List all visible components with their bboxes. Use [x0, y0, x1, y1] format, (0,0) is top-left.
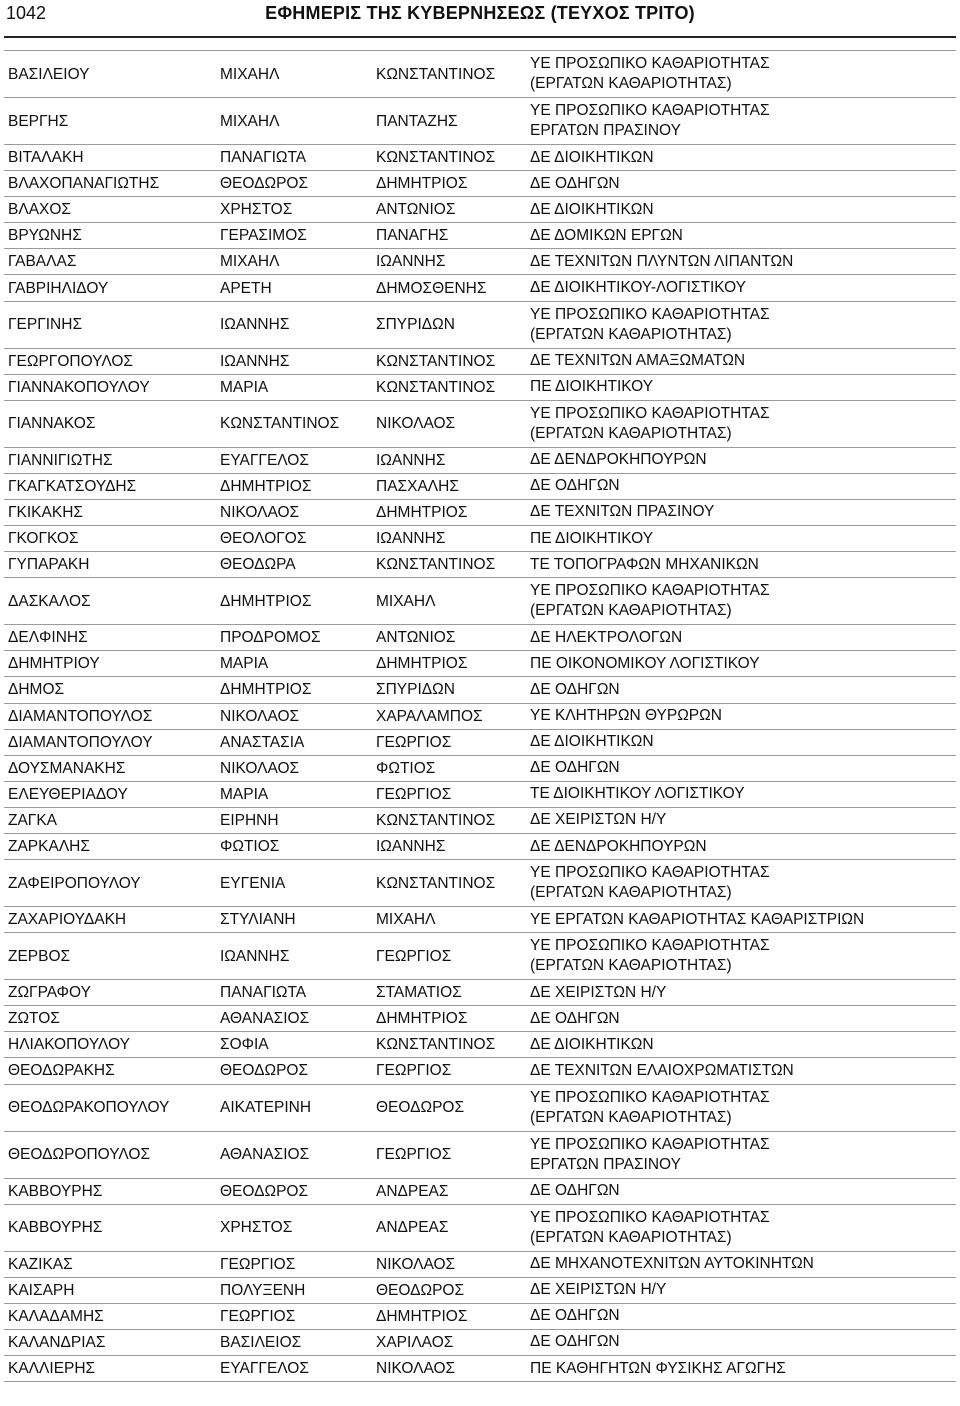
table-row [4, 677, 956, 703]
personnel-table [4, 50, 956, 1382]
father-name-cell: ΓΕΩΡΓΙΟΣ [372, 781, 526, 807]
father-name-cell: ΓΕΩΡΓΙΟΣ [372, 933, 526, 980]
surname-cell: ΓΙΑΝΝΑΚΟΠΟΥΛΟΥ [4, 374, 216, 400]
table-row [4, 223, 956, 249]
first-name-cell: ΠΡΟΔΡΟΜΟΣ [216, 625, 372, 651]
table-row [4, 1131, 956, 1178]
surname-cell: ΖΑΧΑΡΙΟΥΔΑΚΗ [4, 907, 216, 933]
page-number: 1042 [6, 3, 47, 23]
specialty-cell: ΔΕ ΔΕΝΔΡΟΚΗΠΟΥΡΩΝ [526, 833, 956, 859]
table-row [4, 197, 956, 223]
first-name-cell: ΑΘΑΝΑΣΙΟΣ [216, 1131, 372, 1178]
father-name-cell: ΔΗΜΗΤΡΙΟΣ [372, 1006, 526, 1032]
header-rule [4, 36, 956, 38]
surname-cell: ΚΑΒΒΟΥΡΗΣ [4, 1204, 216, 1251]
specialty-cell: ΠΕ ΚΑΘΗΓΗΤΩΝ ΦΥΣΙΚΗΣ ΑΓΩΓΗΣ [526, 1356, 956, 1382]
specialty-cell: ΔΕ ΔΕΝΔΡΟΚΗΠΟΥΡΩΝ [526, 447, 956, 473]
first-name-cell: ΔΗΜΗΤΡΙΟΣ [216, 578, 372, 625]
surname-cell: ΘΕΟΔΩΡΑΚΟΠΟΥΛΟΥ [4, 1084, 216, 1131]
first-name-cell: ΘΕΟΔΩΡΟΣ [216, 1178, 372, 1204]
surname-cell: ΓΥΠΑΡΑΚΗ [4, 552, 216, 578]
father-name-cell: ΑΝΔΡΕΑΣ [372, 1204, 526, 1251]
surname-cell: ΔΟΥΣΜΑΝΑΚΗΣ [4, 755, 216, 781]
specialty-cell: ΥΕ ΠΡΟΣΩΠΙΚΟ ΚΑΘΑΡΙΟΤΗΤΑΣ (ΕΡΓΑΤΩΝ ΚΑΘΑΡΙΟΤΗΤΑΣ) [526, 860, 956, 907]
first-name-cell: ΕΥΑΓΓΕΛΟΣ [216, 447, 372, 473]
table-row [4, 1356, 956, 1382]
table-row [4, 860, 956, 907]
specialty-cell: ΔΕ ΟΔΗΓΩΝ [526, 1303, 956, 1329]
surname-cell: ΗΛΙΑΚΟΠΟΥΛΟΥ [4, 1032, 216, 1058]
father-name-cell: ΝΙΚΟΛΑΟΣ [372, 400, 526, 447]
father-name-cell: ΑΝΤΩΝΙΟΣ [372, 197, 526, 223]
table-row [4, 1303, 956, 1329]
father-name-cell: ΘΕΟΔΩΡΟΣ [372, 1084, 526, 1131]
father-name-cell: ΚΩΝΣΤΑΝΤΙΝΟΣ [372, 374, 526, 400]
specialty-cell: ΥΕ ΠΡΟΣΩΠΙΚΟ ΚΑΘΑΡΙΟΤΗΤΑΣ (ΕΡΓΑΤΩΝ ΚΑΘΑΡΙΟΤΗΤΑΣ) [526, 1084, 956, 1131]
father-name-cell: ΜΙΧΑΗΛ [372, 578, 526, 625]
father-name-cell: ΣΤΑΜΑΤΙΟΣ [372, 980, 526, 1006]
first-name-cell: ΠΟΛΥΞΕΝΗ [216, 1277, 372, 1303]
specialty-cell: ΥΕ ΠΡΟΣΩΠΙΚΟ ΚΑΘΑΡΙΟΤΗΤΑΣ (ΕΡΓΑΤΩΝ ΚΑΘΑΡΙΟΤΗΤΑΣ) [526, 51, 956, 98]
first-name-cell: ΙΩΑΝΝΗΣ [216, 348, 372, 374]
surname-cell: ΓΕΩΡΓΟΠΟΥΛΟΣ [4, 348, 216, 374]
specialty-cell: ΠΕ ΔΙΟΙΚΗΤΙΚΟΥ [526, 374, 956, 400]
specialty-cell: ΥΕ ΠΡΟΣΩΠΙΚΟ ΚΑΘΑΡΙΟΤΗΤΑΣ ΕΡΓΑΤΩΝ ΠΡΑΣΙΝΟΥ [526, 1131, 956, 1178]
table-row [4, 171, 956, 197]
table-row [4, 374, 956, 400]
surname-cell: ΔΗΜΗΤΡΙΟΥ [4, 651, 216, 677]
journal-title: ΕΦΗΜΕΡΙΣ ΤΗΣ ΚΥΒΕΡΝΗΣΕΩΣ (ΤΕΥΧΟΣ ΤΡΙΤΟ) [265, 3, 695, 23]
surname-cell: ΖΑΡΚΑΛΗΣ [4, 833, 216, 859]
surname-cell: ΓΙΑΝΝΙΓΙΩΤΗΣ [4, 447, 216, 473]
specialty-cell: ΔΕ ΟΔΗΓΩΝ [526, 1329, 956, 1355]
surname-cell: ΔΙΑΜΑΝΤΟΠΟΥΛΟΣ [4, 703, 216, 729]
father-name-cell: ΔΗΜΗΤΡΙΟΣ [372, 1303, 526, 1329]
table-row [4, 145, 956, 171]
table-row [4, 1006, 956, 1032]
table-row [4, 301, 956, 348]
specialty-cell: ΥΕ ΠΡΟΣΩΠΙΚΟ ΚΑΘΑΡΙΟΤΗΤΑΣ (ΕΡΓΑΤΩΝ ΚΑΘΑΡΙΟΤΗΤΑΣ) [526, 933, 956, 980]
first-name-cell: ΑΘΑΝΑΣΙΟΣ [216, 1006, 372, 1032]
father-name-cell: ΧΑΡΙΛΑΟΣ [372, 1329, 526, 1355]
father-name-cell: ΝΙΚΟΛΑΟΣ [372, 1356, 526, 1382]
specialty-cell: ΔΕ ΟΔΗΓΩΝ [526, 1178, 956, 1204]
specialty-cell: ΔΕ ΗΛΕΚΤΡΟΛΟΓΩΝ [526, 625, 956, 651]
father-name-cell: ΔΗΜΗΤΡΙΟΣ [372, 499, 526, 525]
first-name-cell: ΦΩΤΙΟΣ [216, 833, 372, 859]
table-row [4, 51, 956, 98]
surname-cell: ΓΚΙΚΑΚΗΣ [4, 499, 216, 525]
specialty-cell: ΔΕ ΔΙΟΙΚΗΤΙΚΩΝ [526, 1032, 956, 1058]
specialty-cell: ΠΕ ΟΙΚΟΝΟΜΙΚΟΥ ΛΟΓΙΣΤΙΚΟΥ [526, 651, 956, 677]
father-name-cell: ΠΑΝΑΓΗΣ [372, 223, 526, 249]
specialty-cell: ΥΕ ΠΡΟΣΩΠΙΚΟ ΚΑΘΑΡΙΟΤΗΤΑΣ (ΕΡΓΑΤΩΝ ΚΑΘΑΡΙΟΤΗΤΑΣ) [526, 301, 956, 348]
father-name-cell: ΓΕΩΡΓΙΟΣ [372, 729, 526, 755]
surname-cell: ΖΩΓΡΑΦΟΥ [4, 980, 216, 1006]
first-name-cell: ΙΩΑΝΝΗΣ [216, 933, 372, 980]
father-name-cell: ΚΩΝΣΤΑΝΤΙΝΟΣ [372, 807, 526, 833]
father-name-cell: ΧΑΡΑΛΑΜΠΟΣ [372, 703, 526, 729]
specialty-cell: ΔΕ ΤΕΧΝΙΤΩΝ ΠΡΑΣΙΝΟΥ [526, 499, 956, 525]
surname-cell: ΒΑΣΙΛΕΙΟΥ [4, 51, 216, 98]
father-name-cell: ΜΙΧΑΗΛ [372, 907, 526, 933]
first-name-cell: ΝΙΚΟΛΑΟΣ [216, 703, 372, 729]
father-name-cell: ΚΩΝΣΤΑΝΤΙΝΟΣ [372, 51, 526, 98]
table-row [4, 833, 956, 859]
father-name-cell: ΠΑΣΧΑΛΗΣ [372, 473, 526, 499]
father-name-cell: ΚΩΝΣΤΑΝΤΙΝΟΣ [372, 1032, 526, 1058]
table-row [4, 980, 956, 1006]
table-row [4, 400, 956, 447]
surname-cell: ΖΩΤΟΣ [4, 1006, 216, 1032]
first-name-cell: ΚΩΝΣΤΑΝΤΙΝΟΣ [216, 400, 372, 447]
first-name-cell: ΜΑΡΙΑ [216, 781, 372, 807]
specialty-cell: ΥΕ ΚΛΗΤΗΡΩΝ ΘΥΡΩΡΩΝ [526, 703, 956, 729]
father-name-cell: ΑΝΔΡΕΑΣ [372, 1178, 526, 1204]
specialty-cell: ΤΕ ΔΙΟΙΚΗΤΙΚΟΥ ΛΟΓΙΣΤΙΚΟΥ [526, 781, 956, 807]
table-row [4, 651, 956, 677]
first-name-cell: ΠΑΝΑΓΙΩΤΑ [216, 145, 372, 171]
specialty-cell: ΔΕ ΔΙΟΙΚΗΤΙΚΩΝ [526, 197, 956, 223]
surname-cell: ΔΕΛΦΙΝΗΣ [4, 625, 216, 651]
surname-cell: ΚΑΛΑΝΔΡΙΑΣ [4, 1329, 216, 1355]
first-name-cell: ΑΡΕΤΗ [216, 275, 372, 301]
table-row [4, 729, 956, 755]
surname-cell: ΚΑΒΒΟΥΡΗΣ [4, 1178, 216, 1204]
first-name-cell: ΘΕΟΔΩΡΟΣ [216, 1058, 372, 1084]
table-row [4, 499, 956, 525]
first-name-cell: ΠΑΝΑΓΙΩΤΑ [216, 980, 372, 1006]
surname-cell: ΔΙΑΜΑΝΤΟΠΟΥΛΟΥ [4, 729, 216, 755]
surname-cell: ΘΕΟΔΩΡΟΠΟΥΛΟΣ [4, 1131, 216, 1178]
specialty-cell: ΔΕ ΟΔΗΓΩΝ [526, 755, 956, 781]
first-name-cell: ΙΩΑΝΝΗΣ [216, 301, 372, 348]
specialty-cell: ΥΕ ΠΡΟΣΩΠΙΚΟ ΚΑΘΑΡΙΟΤΗΤΑΣ ΕΡΓΑΤΩΝ ΠΡΑΣΙΝΟΥ [526, 98, 956, 145]
surname-cell: ΓΚΟΓΚΟΣ [4, 526, 216, 552]
surname-cell: ΒΕΡΓΗΣ [4, 98, 216, 145]
table-row [4, 907, 956, 933]
first-name-cell: ΘΕΟΔΩΡΟΣ [216, 171, 372, 197]
specialty-cell: ΔΕ ΔΟΜΙΚΩΝ ΕΡΓΩΝ [526, 223, 956, 249]
first-name-cell: ΜΙΧΑΗΛ [216, 249, 372, 275]
father-name-cell: ΘΕΟΔΩΡΟΣ [372, 1277, 526, 1303]
table-row [4, 578, 956, 625]
first-name-cell: ΒΑΣΙΛΕΙΟΣ [216, 1329, 372, 1355]
specialty-cell: ΥΕ ΕΡΓΑΤΩΝ ΚΑΘΑΡΙΟΤΗΤΑΣ ΚΑΘΑΡΙΣΤΡΙΩΝ [526, 907, 956, 933]
table-row [4, 275, 956, 301]
first-name-cell: ΝΙΚΟΛΑΟΣ [216, 499, 372, 525]
table-row [4, 98, 956, 145]
specialty-cell: ΔΕ ΟΔΗΓΩΝ [526, 473, 956, 499]
first-name-cell: ΓΕΡΑΣΙΜΟΣ [216, 223, 372, 249]
first-name-cell: ΓΕΩΡΓΙΟΣ [216, 1303, 372, 1329]
first-name-cell: ΜΙΧΑΗΛ [216, 98, 372, 145]
surname-cell: ΚΑΛΑΔΑΜΗΣ [4, 1303, 216, 1329]
surname-cell: ΖΑΓΚΑ [4, 807, 216, 833]
surname-cell: ΓΚΑΓΚΑΤΣΟΥΔΗΣ [4, 473, 216, 499]
table-row [4, 447, 956, 473]
surname-cell: ΕΛΕΥΘΕΡΙΑΔΟΥ [4, 781, 216, 807]
first-name-cell: ΜΑΡΙΑ [216, 374, 372, 400]
father-name-cell: ΙΩΑΝΝΗΣ [372, 447, 526, 473]
first-name-cell: ΕΙΡΗΝΗ [216, 807, 372, 833]
specialty-cell: ΔΕ ΔΙΟΙΚΗΤΙΚΩΝ [526, 729, 956, 755]
specialty-cell: ΔΕ ΜΗΧΑΝΟΤΕΧΝΙΤΩΝ ΑΥΤΟΚΙΝΗΤΩΝ [526, 1251, 956, 1277]
specialty-cell: ΔΕ ΧΕΙΡΙΣΤΩΝ Η/Υ [526, 980, 956, 1006]
specialty-cell: ΔΕ ΔΙΟΙΚΗΤΙΚΩΝ [526, 145, 956, 171]
father-name-cell: ΣΠΥΡΙΔΩΝ [372, 677, 526, 703]
personnel-rows [4, 51, 956, 1382]
first-name-cell: ΧΡΗΣΤΟΣ [216, 1204, 372, 1251]
specialty-cell: ΔΕ ΤΕΧΝΙΤΩΝ ΑΜΑΞΩΜΑΤΩΝ [526, 348, 956, 374]
specialty-cell: ΔΕ ΧΕΙΡΙΣΤΩΝ Η/Υ [526, 1277, 956, 1303]
father-name-cell: ΙΩΑΝΝΗΣ [372, 833, 526, 859]
table-row [4, 1084, 956, 1131]
father-name-cell: ΔΗΜΟΣΘΕΝΗΣ [372, 275, 526, 301]
surname-cell: ΚΑΛΛΙΕΡΗΣ [4, 1356, 216, 1382]
table-row [4, 933, 956, 980]
father-name-cell: ΦΩΤΙΟΣ [372, 755, 526, 781]
father-name-cell: ΙΩΑΝΝΗΣ [372, 526, 526, 552]
table-row [4, 1058, 956, 1084]
surname-cell: ΓΙΑΝΝΑΚΟΣ [4, 400, 216, 447]
father-name-cell: ΙΩΑΝΝΗΣ [372, 249, 526, 275]
page-header [0, 0, 960, 34]
specialty-cell: ΔΕ ΧΕΙΡΙΣΤΩΝ Η/Υ [526, 807, 956, 833]
surname-cell: ΒΡΥΩΝΗΣ [4, 223, 216, 249]
surname-cell: ΒΛΑΧΟΣ [4, 197, 216, 223]
table-row [4, 526, 956, 552]
first-name-cell: ΜΙΧΑΗΛ [216, 51, 372, 98]
first-name-cell: ΝΙΚΟΛΑΟΣ [216, 755, 372, 781]
surname-cell: ΒΛΑΧΟΠΑΝΑΓΙΩΤΗΣ [4, 171, 216, 197]
surname-cell: ΓΕΡΓΙΝΗΣ [4, 301, 216, 348]
first-name-cell: ΓΕΩΡΓΙΟΣ [216, 1251, 372, 1277]
specialty-cell: ΥΕ ΠΡΟΣΩΠΙΚΟ ΚΑΘΑΡΙΟΤΗΤΑΣ (ΕΡΓΑΤΩΝ ΚΑΘΑΡΙΟΤΗΤΑΣ) [526, 1204, 956, 1251]
father-name-cell: ΠΑΝΤΑΖΗΣ [372, 98, 526, 145]
father-name-cell: ΝΙΚΟΛΑΟΣ [372, 1251, 526, 1277]
surname-cell: ΚΑΙΣΑΡΗ [4, 1277, 216, 1303]
table-row [4, 1329, 956, 1355]
first-name-cell: ΜΑΡΙΑ [216, 651, 372, 677]
surname-cell: ΖΕΡΒΟΣ [4, 933, 216, 980]
father-name-cell: ΓΕΩΡΓΙΟΣ [372, 1058, 526, 1084]
first-name-cell: ΘΕΟΛΟΓΟΣ [216, 526, 372, 552]
surname-cell: ΒΙΤΑΛΑΚΗ [4, 145, 216, 171]
table-row [4, 703, 956, 729]
surname-cell: ΘΕΟΔΩΡΑΚΗΣ [4, 1058, 216, 1084]
first-name-cell: ΣΟΦΙΑ [216, 1032, 372, 1058]
first-name-cell: ΔΗΜΗΤΡΙΟΣ [216, 473, 372, 499]
surname-cell: ΓΑΒΑΛΑΣ [4, 249, 216, 275]
table-row [4, 807, 956, 833]
specialty-cell: ΔΕ ΟΔΗΓΩΝ [526, 677, 956, 703]
table-row [4, 249, 956, 275]
table-row [4, 755, 956, 781]
first-name-cell: ΣΤΥΛΙΑΝΗ [216, 907, 372, 933]
father-name-cell: ΓΕΩΡΓΙΟΣ [372, 1131, 526, 1178]
table-row [4, 348, 956, 374]
first-name-cell: ΧΡΗΣΤΟΣ [216, 197, 372, 223]
table-row [4, 1032, 956, 1058]
first-name-cell: ΕΥΑΓΓΕΛΟΣ [216, 1356, 372, 1382]
father-name-cell: ΔΗΜΗΤΡΙΟΣ [372, 651, 526, 677]
father-name-cell: ΔΗΜΗΤΡΙΟΣ [372, 171, 526, 197]
surname-cell: ΓΑΒΡΙΗΛΙΔΟΥ [4, 275, 216, 301]
specialty-cell: ΔΕ ΤΕΧΝΙΤΩΝ ΠΛΥΝΤΩΝ ΛΙΠΑΝΤΩΝ [526, 249, 956, 275]
first-name-cell: ΕΥΓΕΝΙΑ [216, 860, 372, 907]
table-row [4, 1178, 956, 1204]
specialty-cell: ΔΕ ΔΙΟΙΚΗΤΙΚΟΥ-ΛΟΓΙΣΤΙΚΟΥ [526, 275, 956, 301]
table-row [4, 1277, 956, 1303]
specialty-cell: ΤΕ ΤΟΠΟΓΡΑΦΩΝ ΜΗΧΑΝΙΚΩΝ [526, 552, 956, 578]
surname-cell: ΚΑΖΙΚΑΣ [4, 1251, 216, 1277]
father-name-cell: ΣΠΥΡΙΔΩΝ [372, 301, 526, 348]
father-name-cell: ΚΩΝΣΤΑΝΤΙΝΟΣ [372, 348, 526, 374]
table-row [4, 781, 956, 807]
table-row [4, 1204, 956, 1251]
father-name-cell: ΚΩΝΣΤΑΝΤΙΝΟΣ [372, 145, 526, 171]
father-name-cell: ΚΩΝΣΤΑΝΤΙΝΟΣ [372, 552, 526, 578]
table-row [4, 473, 956, 499]
table-row [4, 552, 956, 578]
specialty-cell: ΔΕ ΟΔΗΓΩΝ [526, 1006, 956, 1032]
surname-cell: ΔΑΣΚΑΛΟΣ [4, 578, 216, 625]
specialty-cell: ΥΕ ΠΡΟΣΩΠΙΚΟ ΚΑΘΑΡΙΟΤΗΤΑΣ (ΕΡΓΑΤΩΝ ΚΑΘΑΡΙΟΤΗΤΑΣ) [526, 400, 956, 447]
surname-cell: ΔΗΜΟΣ [4, 677, 216, 703]
table-row [4, 1251, 956, 1277]
first-name-cell: ΑΙΚΑΤΕΡΙΝΗ [216, 1084, 372, 1131]
specialty-cell: ΠΕ ΔΙΟΙΚΗΤΙΚΟΥ [526, 526, 956, 552]
table-row [4, 625, 956, 651]
father-name-cell: ΑΝΤΩΝΙΟΣ [372, 625, 526, 651]
specialty-cell: ΥΕ ΠΡΟΣΩΠΙΚΟ ΚΑΘΑΡΙΟΤΗΤΑΣ (ΕΡΓΑΤΩΝ ΚΑΘΑΡΙΟΤΗΤΑΣ) [526, 578, 956, 625]
father-name-cell: ΚΩΝΣΤΑΝΤΙΝΟΣ [372, 860, 526, 907]
surname-cell: ΖΑΦΕΙΡΟΠΟΥΛΟΥ [4, 860, 216, 907]
specialty-cell: ΔΕ ΤΕΧΝΙΤΩΝ ΕΛΑΙΟΧΡΩΜΑΤΙΣΤΩΝ [526, 1058, 956, 1084]
first-name-cell: ΔΗΜΗΤΡΙΟΣ [216, 677, 372, 703]
specialty-cell: ΔΕ ΟΔΗΓΩΝ [526, 171, 956, 197]
first-name-cell: ΘΕΟΔΩΡΑ [216, 552, 372, 578]
first-name-cell: ΑΝΑΣΤΑΣΙΑ [216, 729, 372, 755]
